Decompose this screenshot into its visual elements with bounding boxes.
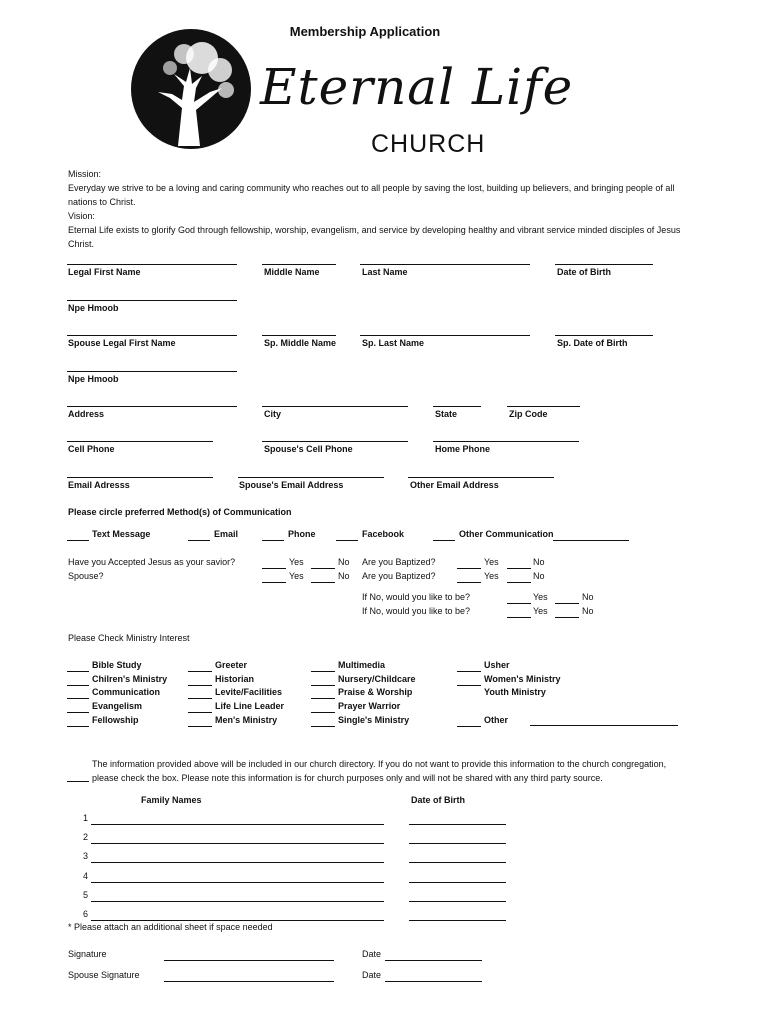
mission-label: Mission: — [68, 169, 102, 179]
accepted-jesus-question: Have you Accepted Jesus as your savior? — [68, 557, 236, 567]
npe-hmoob-field[interactable] — [67, 300, 237, 301]
legal-first-name-field[interactable] — [67, 264, 237, 265]
date-of-birth-field[interactable] — [555, 264, 653, 265]
family-dob-field[interactable] — [409, 862, 506, 863]
like-yes-blank[interactable] — [507, 603, 531, 604]
accepted-yes-blank[interactable] — [262, 568, 286, 569]
baptized-question: Are you Baptized? — [362, 557, 436, 567]
spouse-last-name-label: Sp. Last Name — [362, 338, 425, 348]
city-field[interactable] — [262, 406, 408, 407]
phone-blank[interactable] — [262, 540, 284, 541]
accepted-no-blank[interactable] — [311, 568, 335, 569]
like-to-be-question: If No, would you like to be? — [362, 592, 471, 602]
spouse-email-field[interactable] — [238, 477, 384, 478]
ministry-item[interactable]: Bible Study — [67, 660, 177, 674]
home-phone-field[interactable] — [433, 441, 579, 442]
spouse-baptized-yes-label: Yes — [484, 571, 499, 581]
legal-first-name-label: Legal First Name — [68, 267, 141, 277]
facebook-option: Facebook — [362, 529, 405, 539]
logo-church-text: CHURCH — [371, 130, 486, 158]
other-email-label: Other Email Address — [410, 480, 499, 490]
like-yes-label: Yes — [533, 592, 548, 602]
email-label: Email Adresss — [68, 480, 130, 490]
tree-logo-icon — [130, 28, 252, 150]
ministry-item[interactable]: Men's Ministry — [188, 715, 298, 729]
directory-notice-line-1: The information provided above will be included in our church directory. If you do not want to provide this information to the church congregation, — [92, 759, 667, 769]
spouse-middle-name-label: Sp. Middle Name — [264, 338, 337, 348]
state-label: State — [435, 409, 458, 419]
communication-heading: Please circle preferred Method(s) of Communication — [68, 507, 292, 517]
family-row: 2 — [67, 829, 517, 848]
family-dob-field[interactable] — [409, 882, 506, 883]
address-field[interactable] — [67, 406, 237, 407]
other-communication-option: Other Communication — [459, 529, 554, 539]
spouse-cell-phone-field[interactable] — [262, 441, 408, 442]
spouse-accepted-no-blank[interactable] — [311, 582, 335, 583]
ministry-column-4 — [457, 660, 597, 701]
family-names-header: Family Names — [141, 795, 202, 805]
logo-wordmark: Eternal Life — [260, 58, 574, 116]
ministry-column-2 — [188, 660, 298, 728]
signature-date-field[interactable] — [385, 960, 482, 961]
ministry-item[interactable]: Historian — [188, 674, 298, 688]
family-row: 6 — [67, 906, 517, 925]
spouse-question: Spouse? — [68, 571, 104, 581]
mission-vision — [68, 167, 708, 251]
spouse-middle-name-field[interactable] — [262, 335, 336, 336]
spouse-npe-hmoob-label: Npe Hmoob — [68, 374, 119, 384]
zip-code-label: Zip Code — [509, 409, 548, 419]
family-name-field[interactable] — [91, 862, 384, 863]
ministry-item[interactable]: Fellowship — [67, 715, 177, 729]
family-rows — [67, 810, 517, 925]
spouse-first-name-label: Spouse Legal First Name — [68, 338, 176, 348]
family-name-field[interactable] — [91, 824, 384, 825]
family-name-field[interactable] — [91, 920, 384, 921]
family-note: * Please attach an additional sheet if space needed — [68, 922, 273, 932]
zip-code-field[interactable] — [507, 406, 580, 407]
ministry-item[interactable]: Levite/Facilities — [188, 687, 298, 701]
text-message-option: Text Message — [92, 529, 151, 539]
family-row: 4 — [67, 868, 517, 887]
accepted-yes-label: Yes — [289, 557, 304, 567]
spouse-like-no-blank[interactable] — [555, 617, 579, 618]
vision-text-2: Christ. — [68, 239, 95, 249]
ministry-column-3 — [311, 660, 431, 728]
other-communication-blank[interactable] — [433, 540, 455, 541]
signature-date-label: Date — [362, 949, 382, 959]
cell-phone-field[interactable] — [67, 441, 213, 442]
spouse-baptized-no-blank[interactable] — [507, 582, 531, 583]
facebook-blank[interactable] — [336, 540, 358, 541]
spouse-baptized-no-label: No — [533, 571, 545, 581]
other-ministry-label: Other — [484, 715, 509, 725]
family-dob-header: Date of Birth — [411, 795, 465, 805]
family-row: 3 — [67, 848, 517, 867]
mission-text-2: nations to Christ. — [68, 197, 136, 207]
email-blank[interactable] — [188, 540, 210, 541]
ministry-item[interactable]: Communication — [67, 687, 177, 701]
spouse-cell-phone-label: Spouse's Cell Phone — [264, 444, 353, 454]
state-field[interactable] — [433, 406, 481, 407]
email-field[interactable] — [67, 477, 213, 478]
ministry-item[interactable]: Greeter — [188, 660, 298, 674]
last-name-label: Last Name — [362, 267, 408, 277]
other-communication-field[interactable] — [553, 540, 629, 541]
ministry-item[interactable]: Chilren's Ministry — [67, 674, 177, 688]
last-name-field[interactable] — [360, 264, 530, 265]
spouse-like-to-be-question: If No, would you like to be? — [362, 606, 471, 616]
spouse-signature-date-label: Date — [362, 970, 382, 980]
spouse-dob-field[interactable] — [555, 335, 653, 336]
city-label: City — [264, 409, 282, 419]
vision-text-1: Eternal Life exists to glorify God through fellowship, worship, evangelism, and service by developing healthy and vibrant service minded disciples of Jesus — [68, 225, 681, 235]
family-name-field[interactable] — [91, 901, 384, 902]
spouse-email-label: Spouse's Email Address — [239, 480, 344, 490]
spouse-last-name-field[interactable] — [360, 335, 530, 336]
spouse-accepted-yes-blank[interactable] — [262, 582, 286, 583]
date-of-birth-label: Date of Birth — [557, 267, 611, 277]
ministry-column-1 — [67, 660, 177, 728]
like-no-label: No — [582, 592, 594, 602]
family-row: 5 — [67, 887, 517, 906]
family-name-field[interactable] — [91, 882, 384, 883]
baptized-no-label: No — [533, 557, 545, 567]
ministry-item[interactable]: Prayer Warrior — [311, 701, 431, 715]
ministry-heading: Please Check Ministry Interest — [68, 633, 190, 643]
spouse-baptized-yes-blank[interactable] — [457, 582, 481, 583]
spouse-dob-label: Sp. Date of Birth — [557, 338, 628, 348]
family-dob-field[interactable] — [409, 843, 506, 844]
cell-phone-label: Cell Phone — [68, 444, 115, 454]
mission-text-1: Everyday we strive to be a loving and caring community who reaches out to all people by saving the lost, building up believers, and bringing people of all — [68, 183, 675, 193]
spouse-baptized-question: Are you Baptized? — [362, 571, 436, 581]
ministry-item[interactable]: Youth Ministry — [484, 687, 546, 698]
signature-field[interactable] — [164, 960, 334, 961]
ministry-item[interactable]: Women's Ministry — [457, 674, 597, 688]
middle-name-field[interactable] — [262, 264, 336, 265]
spouse-accepted-no-label: No — [338, 571, 350, 581]
signature-label: Signature — [68, 949, 107, 959]
other-ministry-blank[interactable] — [457, 726, 481, 727]
email-option: Email — [214, 529, 239, 539]
spouse-like-yes-label: Yes — [533, 606, 548, 616]
family-dob-field[interactable] — [409, 920, 506, 921]
page-title: Membership Application — [289, 24, 441, 39]
like-no-blank[interactable] — [555, 603, 579, 604]
spouse-like-yes-blank[interactable] — [507, 617, 531, 618]
ministry-item[interactable]: Evangelism — [67, 701, 177, 715]
middle-name-label: Middle Name — [264, 267, 320, 277]
family-row: 1 — [67, 810, 517, 829]
spouse-like-no-label: No — [582, 606, 594, 616]
spouse-accepted-yes-label: Yes — [289, 571, 304, 581]
address-label: Address — [68, 409, 105, 419]
home-phone-label: Home Phone — [435, 444, 491, 454]
ministry-item[interactable]: Single's Ministry — [311, 715, 431, 729]
npe-hmoob-label: Npe Hmoob — [68, 303, 119, 313]
baptized-yes-blank[interactable] — [457, 568, 481, 569]
directory-notice-line-2: please check the box. Please note this information is for church purposes only and will not be shared with any third party source. — [92, 773, 603, 783]
directory-notice — [92, 757, 702, 785]
ministry-item[interactable]: Life Line Leader — [188, 701, 298, 715]
spouse-signature-label: Spouse Signature — [68, 970, 140, 980]
ministry-item[interactable]: Usher — [457, 660, 597, 674]
phone-option: Phone — [288, 529, 316, 539]
spouse-npe-hmoob-field[interactable] — [67, 371, 237, 372]
other-ministry-field[interactable] — [530, 725, 678, 726]
baptized-yes-label: Yes — [484, 557, 499, 567]
ministry-item[interactable]: Multimedia — [311, 660, 431, 674]
family-dob-field[interactable] — [409, 901, 506, 902]
family-name-field[interactable] — [91, 843, 384, 844]
directory-opt-out-blank[interactable] — [67, 781, 89, 782]
accepted-no-label: No — [338, 557, 350, 567]
baptized-no-blank[interactable] — [507, 568, 531, 569]
spouse-signature-field[interactable] — [164, 981, 334, 982]
spouse-signature-date-field[interactable] — [385, 981, 482, 982]
text-message-blank[interactable] — [67, 540, 89, 541]
ministry-item[interactable]: Nursery/Childcare — [311, 674, 431, 688]
other-email-field[interactable] — [408, 477, 554, 478]
ministry-item[interactable]: Praise & Worship — [311, 687, 431, 701]
family-dob-field[interactable] — [409, 824, 506, 825]
vision-label: Vision: — [68, 211, 95, 221]
spouse-first-name-field[interactable] — [67, 335, 237, 336]
